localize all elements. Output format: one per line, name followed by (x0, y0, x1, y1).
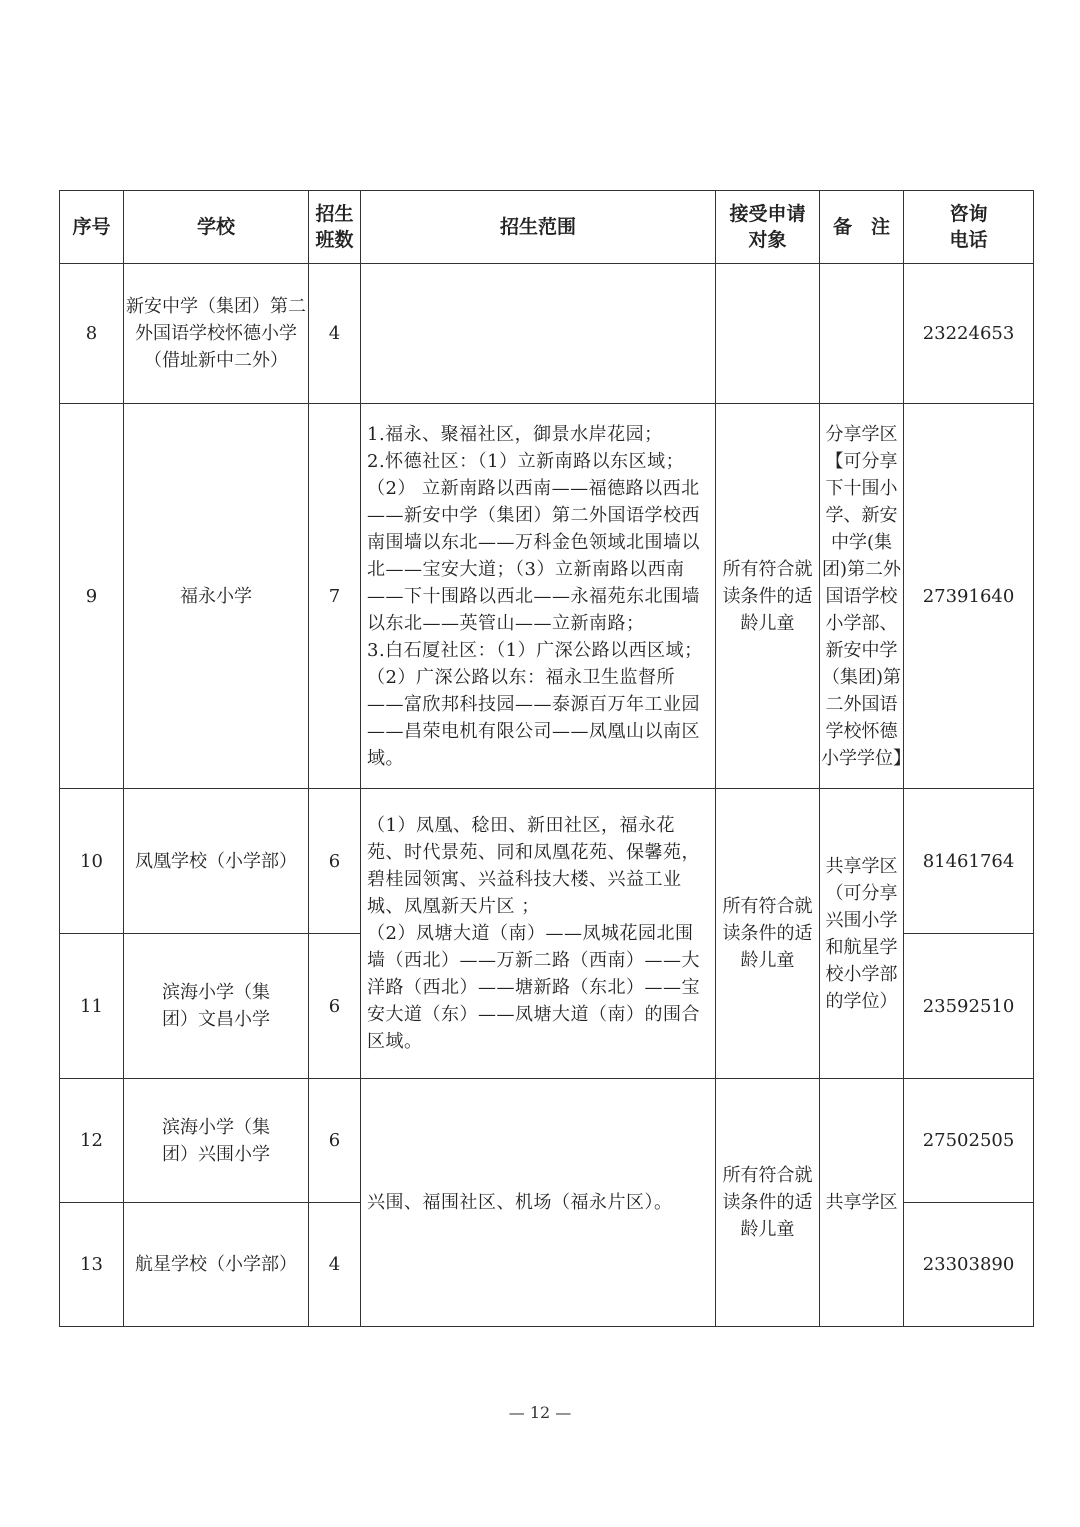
phone-cell: 23592510 (904, 934, 1034, 1079)
enrollment-table (59, 190, 1034, 1327)
target-cell (716, 789, 820, 1079)
table-row (60, 789, 1034, 934)
header-classes: 招生 班数 (309, 191, 361, 264)
school-cell (124, 1079, 309, 1203)
school-name: 滨海小学（集团）兴围小学 (162, 1116, 270, 1165)
classes-cell: 6 (309, 1079, 361, 1203)
classes-cell: 6 (309, 934, 361, 1079)
seq-cell: 12 (60, 1079, 124, 1203)
school-cell: 凤凰学校（小学部） (124, 789, 309, 934)
target-cell (716, 404, 820, 789)
scope-item: （1）凤凰、稔田、新田社区，福永花苑、时代景苑、同和凤凰花苑、保馨苑，碧桂园领寓、兴益科技大楼、兴益工业城、凤凰新天片区 ； (367, 815, 700, 917)
header-target: 接受申请 对象 (716, 191, 820, 264)
scope-cell (361, 1079, 716, 1327)
school-cell (124, 934, 309, 1079)
target-text: 所有符合就读条件的适龄儿童 (722, 1165, 813, 1240)
scope-item: 兴围、福围社区、机场（福永片区）。 (367, 1192, 673, 1213)
remark-cell (820, 789, 904, 1079)
school-name: 新安中学（集团）第二外国语学校怀德小学（借址新中二外） (126, 296, 306, 371)
seq-cell: 13 (60, 1203, 124, 1327)
scope-item: 1.福永、聚福社区，御景水岸花园； (367, 423, 663, 445)
remark-cell (820, 404, 911, 789)
seq-cell: 8 (60, 264, 124, 404)
scope-cell (361, 789, 716, 1079)
phone-cell: 27502505 (904, 1079, 1034, 1203)
scope-cell (361, 404, 716, 789)
header-scope: 招生范围 (361, 191, 716, 264)
table-row (60, 1079, 1034, 1203)
scope-item: 3.白石厦社区：（1）广深公路以西区域；（2）广深公路以东：福永卫生监督所——富欣邦科技园——泰源百万年工业园——昌荣电机有限公司——凤凰山以南区域。 (367, 639, 703, 769)
header-row (60, 191, 1034, 264)
phone-cell: 81461764 (904, 789, 1034, 934)
school-name: 滨海小学（集团）文昌小学 (162, 982, 270, 1030)
seq-cell: 10 (60, 789, 124, 934)
classes-cell: 4 (309, 1203, 361, 1327)
seq-cell: 9 (60, 404, 124, 789)
school-cell (124, 264, 309, 404)
phone-cell: 27391640 (904, 404, 1034, 789)
seq-cell: 11 (60, 934, 124, 1079)
phone-cell: 23224653 (904, 264, 1034, 404)
target-text: 所有符合就读条件的适龄儿童 (722, 558, 813, 634)
target-cell (716, 264, 820, 404)
school-cell: 福永小学 (124, 404, 309, 789)
target-text: 所有符合就读条件的适龄儿童 (722, 896, 813, 971)
table-row (60, 404, 1034, 789)
remark-cell (820, 264, 904, 404)
classes-cell: 4 (309, 264, 361, 404)
page-number: — 12 — (508, 1403, 572, 1422)
school-cell: 航星学校（小学部） (124, 1203, 309, 1327)
scope-item: （2）凤塘大道（南）——凤城花园北围墙（西北）——万新二路（西南）——大洋路（西北）——塘新路（东北）——宝安大道（东）——凤塘大道（南）的围合区域。 (367, 923, 700, 1052)
scope-cell (361, 264, 716, 404)
remark-text: 分享学区【可分享下十围小学、新安中学(集团)第二外国语学校小学部、新安中学（集团)第二外国语学校怀德小学学位】 (821, 423, 911, 769)
phone-cell: 23303890 (904, 1203, 1034, 1327)
header-remark: 备 注 (820, 191, 904, 264)
remark-cell: 共享学区 (820, 1079, 904, 1327)
header-school: 学校 (124, 191, 309, 264)
header-phone: 咨询 电话 (904, 191, 1034, 264)
classes-cell: 6 (309, 789, 361, 934)
header-seq: 序号 (60, 191, 124, 264)
remark-text: 共享学区（可分享兴围小学和航星学校小学部的学位） (825, 855, 898, 1012)
scope-item: 2.怀德社区：（1）立新南路以东区域；（2） 立新南路以西南——福德路以西北——新安中学（集团）第二外国语学校西南围墙以东北——万科金色领域北围墙以北——宝安大道；（3）立新南路以西南——下十围路以西北——永福苑东北围墙以东北——英管山——立新南路； (367, 450, 700, 634)
table-row (60, 264, 1034, 404)
target-cell (716, 1079, 820, 1327)
classes-cell: 7 (309, 404, 361, 789)
